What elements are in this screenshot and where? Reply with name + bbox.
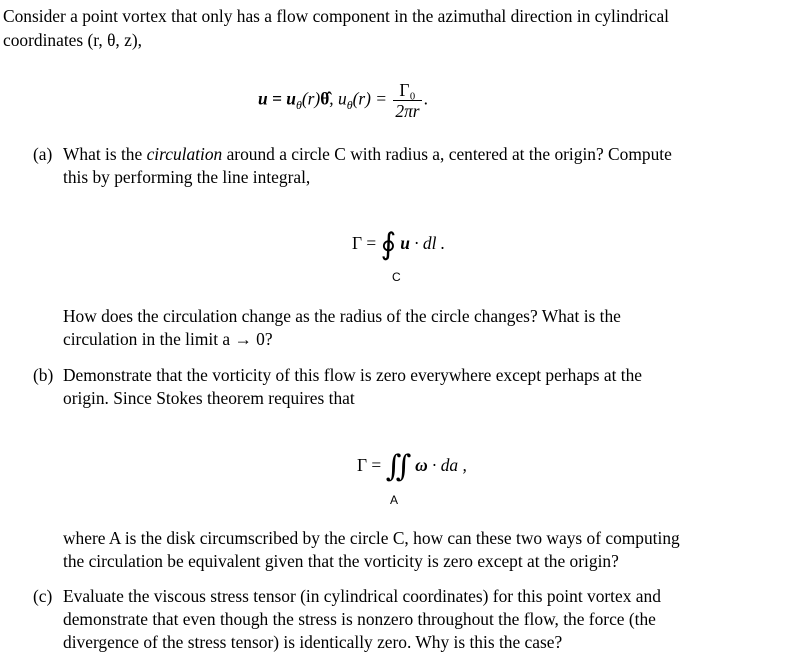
part-c-line-2: demonstrate that even though the stress is nonzero throughout the flow, the force (the: [63, 609, 656, 629]
double-integral-symbol: ∬: [385, 450, 412, 483]
part-a-eq-lhs: Γ =: [352, 233, 381, 253]
part-b-line-2: origin. Since Stokes theorem requires that: [63, 388, 355, 408]
eq1-mid: (r): [301, 88, 321, 109]
part-b-line-1: Demonstrate that the vorticity of this flow is zero everywhere except perhaps at the: [63, 365, 642, 385]
part-a-line-1: [63, 143, 672, 166]
contour-subscript: C: [392, 270, 401, 284]
eq1-sub-theta-2: θ: [346, 97, 353, 112]
eq1-sub-theta: θ: [295, 97, 302, 112]
part-b-question-2: the circulation be equivalent given that the vorticity is zero except at the origin?: [63, 551, 619, 571]
part-a-question-1: How does the circulation change as the radius of the circle changes? What is the: [63, 306, 621, 326]
part-b-eq-lhs: Γ =: [357, 455, 386, 475]
velocity-equation: [258, 80, 428, 121]
eq1-fraction: [393, 80, 421, 121]
line-integral-equation: [352, 230, 445, 260]
part-a-line-2: this by performing the line integral,: [63, 167, 311, 187]
part-b-label: (b): [33, 365, 54, 385]
part-b-question-1: where A is the disk circumscribed by the circle C, how can these two ways of computing: [63, 528, 680, 548]
part-c-line-3: divergence of the stress tensor) is identically zero. Why is this the case?: [63, 632, 563, 652]
part-a-line-1-italic: circulation: [146, 144, 223, 164]
contour-integral-symbol: ∮: [380, 228, 397, 261]
part-a-eq-rest: · dl .: [409, 233, 446, 253]
eq1-lhs: u = u: [258, 88, 296, 109]
part-a-line-1-post: around a circle C with radius a, centered at the origin? Compute: [222, 144, 672, 164]
part-a-question-2: circulation in the limit a → 0?: [63, 329, 273, 349]
part-a-label: (a): [33, 144, 53, 164]
surface-integral-equation: [357, 452, 467, 482]
eq1-sep: , u: [329, 88, 347, 109]
part-c-line-1: Evaluate the viscous stress tensor (in cylindrical coordinates) for this point vortex and: [63, 586, 661, 606]
part-b-eq-rest: · da ,: [427, 455, 467, 475]
eq1-end: .: [423, 88, 428, 109]
part-a-eq-u: u: [400, 233, 410, 253]
eq1-theta-hat: θ̂: [320, 88, 330, 109]
eq1-mid2: (r) =: [352, 88, 392, 109]
intro-line-1: Consider a point vortex that only has a flow component in the azimuthal direction in cylindrical: [3, 6, 669, 26]
part-b-eq-omega: ω: [415, 455, 428, 475]
area-subscript: A: [390, 493, 399, 507]
intro-line-2: coordinates (r, θ, z),: [3, 30, 142, 50]
part-a-line-1-pre: What is the: [63, 144, 147, 164]
eq1-denominator: 2πr: [395, 101, 420, 121]
eq1-numerator: Γ₀: [393, 80, 421, 101]
part-c-label: (c): [33, 586, 53, 606]
